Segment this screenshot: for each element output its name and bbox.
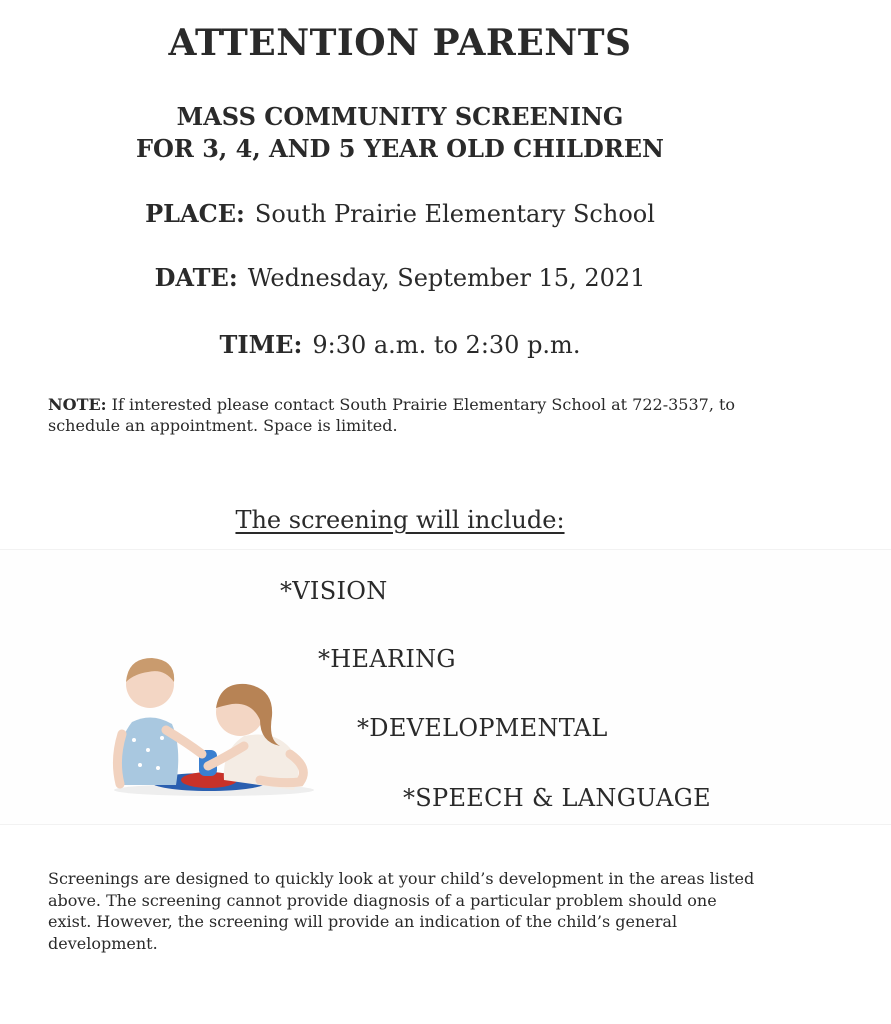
time-label: TIME:: [219, 330, 303, 359]
screening-item-hearing: *HEARING: [318, 645, 456, 673]
place-row: [0, 199, 800, 228]
screening-item-speech-language: *SPEECH & LANGUAGE: [403, 784, 711, 812]
subtitle-line-2: FOR 3, 4, AND 5 YEAR OLD CHILDREN: [135, 134, 664, 163]
time-value: 9:30 a.m. to 2:30 p.m.: [312, 331, 581, 359]
subtitle-line-1: MASS COMMUNITY SCREENING: [176, 102, 624, 131]
page-title: ATTENTION PARENTS: [168, 22, 632, 64]
note-label: NOTE:: [48, 395, 107, 414]
note-text: If interested please contact South Prairie Elementary School at 722-3537, to schedule an appointment. Space is limited.: [48, 395, 736, 435]
note: [48, 394, 768, 436]
date-value: Wednesday, September 15, 2021: [247, 264, 646, 292]
date-row: [0, 263, 800, 292]
screening-item-vision: *VISION: [280, 577, 388, 605]
date-label: DATE:: [154, 263, 238, 292]
place-value: South Prairie Elementary School: [254, 200, 655, 228]
screening-heading: The screening will include:: [235, 506, 565, 534]
footer-paragraph: Screenings are designed to quickly look at your child’s development in the areas listed above. The screening cannot provide diagnosis of a particular problem should one exist. However, the screening will provide an indication of the child’s general development.: [48, 869, 755, 953]
screening-item-developmental: *DEVELOPMENTAL: [357, 714, 608, 742]
time-row: [0, 330, 800, 359]
children-playing-illustration: [104, 650, 324, 800]
place-label: PLACE:: [145, 199, 245, 228]
